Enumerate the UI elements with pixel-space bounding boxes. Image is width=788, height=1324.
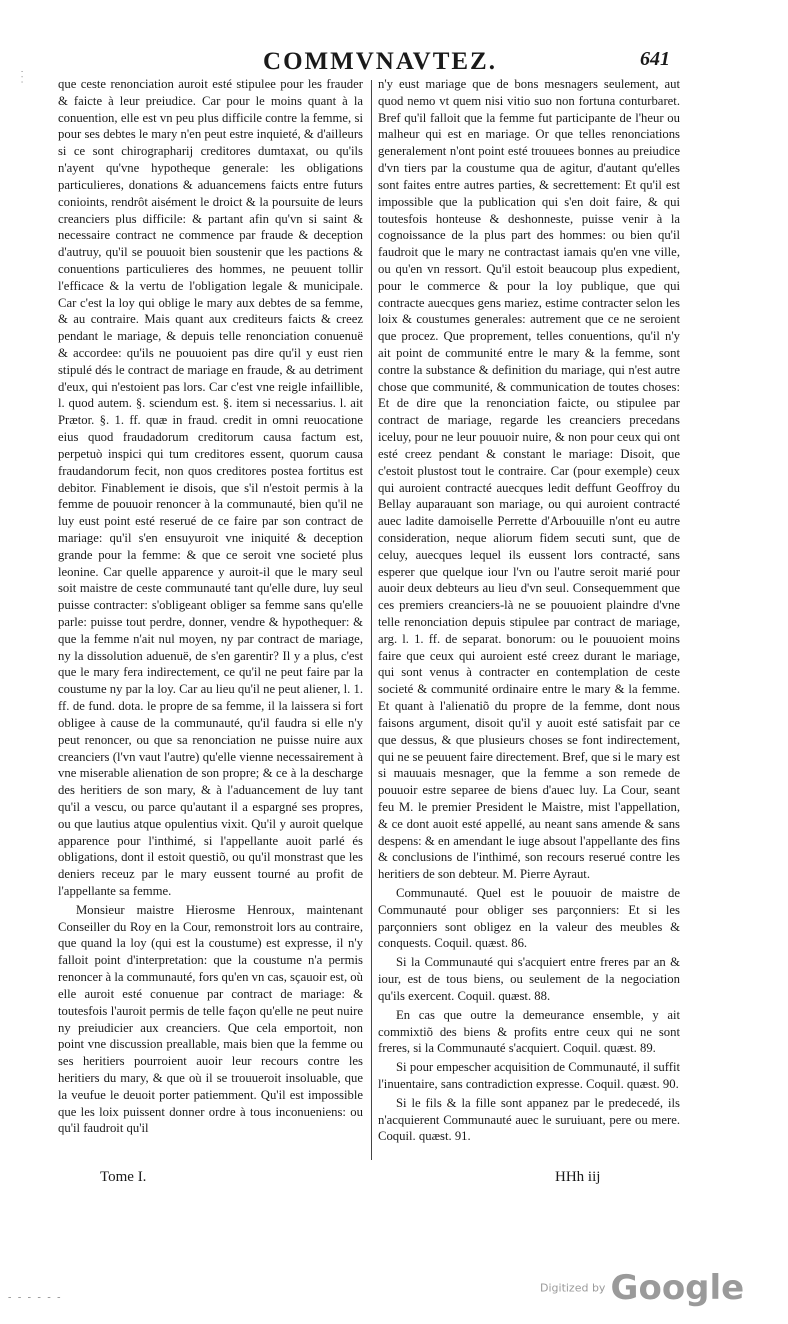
running-title: COMMVNAVTEZ. — [263, 48, 497, 75]
watermark-brand: Google — [610, 1268, 745, 1308]
right-paragraph-1: n'y eust mariage que de bons mesnagers seulement, aut quod nemo vt quem nisi vitio suo non fortuna conturbaret. Bref qu'il falloit que la femme fut participante de l'heur ou malheur qui est en mariage. Or que telles renonciations generalement n'ont point esté trouuees bonnes au preiudice d'vn tiers par la coustume qua de agitur, d'autant qu'elles sont faites entre autres parties, & secrettement: Et qu'il est impossible que la publication qui s'en doit faire, & qui toutesfois honteuse & deshonneste, puisse venir à la cognoissance de la plus part des hommes: ou bien qu'il faudroit que le mary ne contractast iamais qu'en vne ville, ou qu'en vn ressort. Qu'il estoit beaucoup plus expedient, pour le commerce & pour la loy publique, que qui contracte auecques gens mariez, estime contracter selon les loix & coustumes generales: autrement que ce ne seroient que procez. Que proprement, telles conuentions, qu'il n'y ait point de communité entre le mary & la femme, sont contre la substance & definition du mariage, qui n'est autre chose que communité, & communication de toutes choses: Et de dire que la renonciation faicte, ou stipulee par contract de mariage, regarde les creanciers precedans iceluy, pour ne leur pouuoir nuire, & non pour ceux qui ont esté creez pendant & constant le mariage: Disoit, que c'estoit plustost tout le contraire. Car (pour exemple) ceux qui auroient contracté auecques ledit deffunt Geoffroy du Bellay auparauant son mariage, ou qui auroient contracté auec ladite damoiselle Perrette d'Arbouuille n'ont eu autre consideration, neque aliorum fidem secuti sunt, que de celuy, auecques lequel ils eussent lors contracté, sans esperer que quelque iour l'vn ou l'autre seroit marié pour auoir deux debteurs au lieu d'vn seul. Consequemment que ces premiers creanciers-là ne se pouuoient plaindre d'vne telle renonciation depuis stipulee par contract de mariage, arg. l. 1. ff. de separat. bonorum: ou le pouuoient moins faire que ceux qui auroient esté creez durant le mariage, qui sont venus à contracter en contemplation de ceste societé & communité ordinaire entre le mary & la femme. Et quant à l'alienatiõ du propre de la femme, dont nous faisons argument, disoit qu'il y auoit esté satisfait par ce que dessus, & que plusieurs choses se font indirectement, qui ne se peuuent faire directement. Bref, que si le mary est si mauuais mesnager, que la femme a son remede de pouuoir estre separee de biens d'auec luy. La Cour, seant feu M. le premier President le Maistre, mist l'appellation, & ce dont auoit esté appellé, au neant sans amende & sans despens: & en amendant le iuge absout l'appellante des fins & conclusions de l'inthimé, son recours reserué contre les heritiers de son debteur. M. Pierre Ayraut. — [378, 77, 680, 882]
right-column — [378, 76, 680, 1145]
margin-annotation-marks: · · · — [17, 70, 27, 84]
column-divider — [371, 80, 372, 1160]
digitization-watermark — [540, 1268, 744, 1308]
scan-edge-marks: - - - - - - — [8, 1292, 63, 1303]
signature-mark: HHh iij — [555, 1169, 601, 1185]
left-paragraph-1: que ceste renonciation auroit esté stipulee pour les frauder & faicte à leur preiudice. Car pour le moins quant à la conuention, elle est vn peu plus difficile contre la femme, si pour ses debtes le mary n'en peut estre inquieté, & d'ailleurs si ce sont chirographarij creditores dumtaxat, ou qu'ils n'ayent qu'vne hypotheque generale: les obligations particulieres, donations & aduancemens faicts entre futurs conioints, rendrôt aisément le droict & la poursuite de leurs creanciers plus difficile: & partant afin qu'vn si saint & necessaire contract ne commence par fraude & deception d'autruy, qu'il se pouuoit bien soustenir que les pactions & conuentions particulieres des hommes, ne peuuent tollir l'efficace & la vertu de l'obligation legale & municipale. Car c'est la loy qui oblige le mary aux debtes de sa femme, & au contraire. Mais quant aux crediteurs faicts & creez pendant le mariage, & depuis telle renonciation conuenuë & accordee: qu'ils ne pouuoient pas dire qu'il y eust rien stipulé dés le contract de mariage en fraude, & au detriment d'eux, qui n'estoient pas lors. Car c'est vne reigle infaillible, l. quod autem. §. sciendum est. §. item si necessarius. l. ait Prætor. §. 1. ff. quæ in fraud. credit in omni reuocatione eius quod fraudadorum creditorum causa factum est, perpetuò inspici qui tum creditores essent, quorum causa fraudandorum fecit, non quos creditores postea fortitus est debitor. Finablement ie disois, que s'il n'estoit permis à la femme de pouuoir renoncer à la communauté, bien qu'il ne luy eust point esté reserué de ce faire par son contract de mariage: qu'il s'en ensuyuroit vne iniquité & deception grande pour la femme: & que ce seroit vne societé plus leonine. Car quelle apparence y auroit-il que le mary seul soit maistre de ceste communauté tant qu'elle dure, luy seul puisse contracter: s'obligeant obliger sa femme sans qu'elle parle: puisse tout perdre, donner, vendre & hypothequer: & que la femme n'ait nul moyen, ny par contract de mariage, ny la dissolution aduenuë, de s'en garentir? Il y a plus, c'est que le mary fera indirectement, ce qu'il ne peut faire par la coustume ny par la loy. Car au lieu qu'il ne peut aliener, l. 1. ff. de fund. dota. le propre de sa femme, il la laissera si fort obligee à cause de la communauté, qu'il faudra si elle n'y peut renoncer, ou que sa renonciation ne puisse nuire aux creanciers (l'vn vaut l'autre) qu'elle vienne necessairement à vne miserable alienation de son propre; & ce à la descharge des heritiers de son mary, & à l'aduancement de luy tant qu'il a vescu, ou parce qu'autant il a espargné ses propres, ou que lautius atque opulentius vixit. Qu'il y auroit quelque apparence pour l'inthimé, si l'appellante auoit parlé és obligations, dont il estoit questiõ, ou qu'il monstrast que les deniers receuz par le mary eussent tourné au profit de l'appellante sa femme. — [58, 77, 364, 898]
left-paragraph-2: Monsieur maistre Hierosme Henroux, maintenant Conseiller du Roy en la Cour, remonstroit lors au contraire, que quand la loy (qui est la coustume) est expresse, il n'y falloit point d'interpretation: que la coustume n'a permis renoncer à la communauté, fors qu'en vn cas, sçauoir est, où elle auroit esté conuenue par contract de mariage: & toutesfois l'auroit permis de telle façon qu'elle ne peut nuire ny preiudicier aux creanciers. Que cela emportoit, non point vne discussion preallable, mais bien que la femme ou ses heritiers pourroient auoir leur recours contre les heritiers du mary, & que où il se trouueroit insoluable, que la veufue le deuoit porter patiemment. Qu'il est impossible que les loix puissent donner ordre à tous inconueniens: ou qu'il faudroit qu'il — [58, 902, 363, 1136]
entry-communaute-90: Si pour empescher acquisition de Communauté, il suffit l'inuentaire, sans contradiction expresse. Coquil. quæst. 90. — [378, 1060, 680, 1091]
volume-label: Tome I. — [100, 1169, 147, 1185]
entry-communaute-88: Si la Communauté qui s'acquiert entre freres par an & iour, est de tous biens, ou seulement de la negociation qu'ils exercent. Coquil. quæst. 88. — [378, 955, 680, 1003]
entry-communaute-89: En cas que outre la demeurance ensemble, y ait commixtiõ des biens & profits entre ceux qui ne sont freres, si la Communauté s'acquiert. Coquil. quæst. 89. — [378, 1007, 680, 1056]
watermark-prefix: Digitized by — [540, 1281, 606, 1295]
left-column — [58, 76, 363, 1137]
entry-communaute-91: Si le fils & la fille sont appanez par le predecedé, ils n'acquierent Communauté auec le suruiuant, pere ou mere. Coquil. quæst. 91. — [378, 1095, 680, 1144]
page-number: 641 — [640, 48, 670, 70]
entry-communaute-86: Communauté. Quel est le pouuoir de maistre de Communauté pour obliger ses parçonniers: Et si les parçonniers sont obligez en la valeur des meubles & conquests. Coquil. quæst. 86. — [378, 886, 680, 951]
